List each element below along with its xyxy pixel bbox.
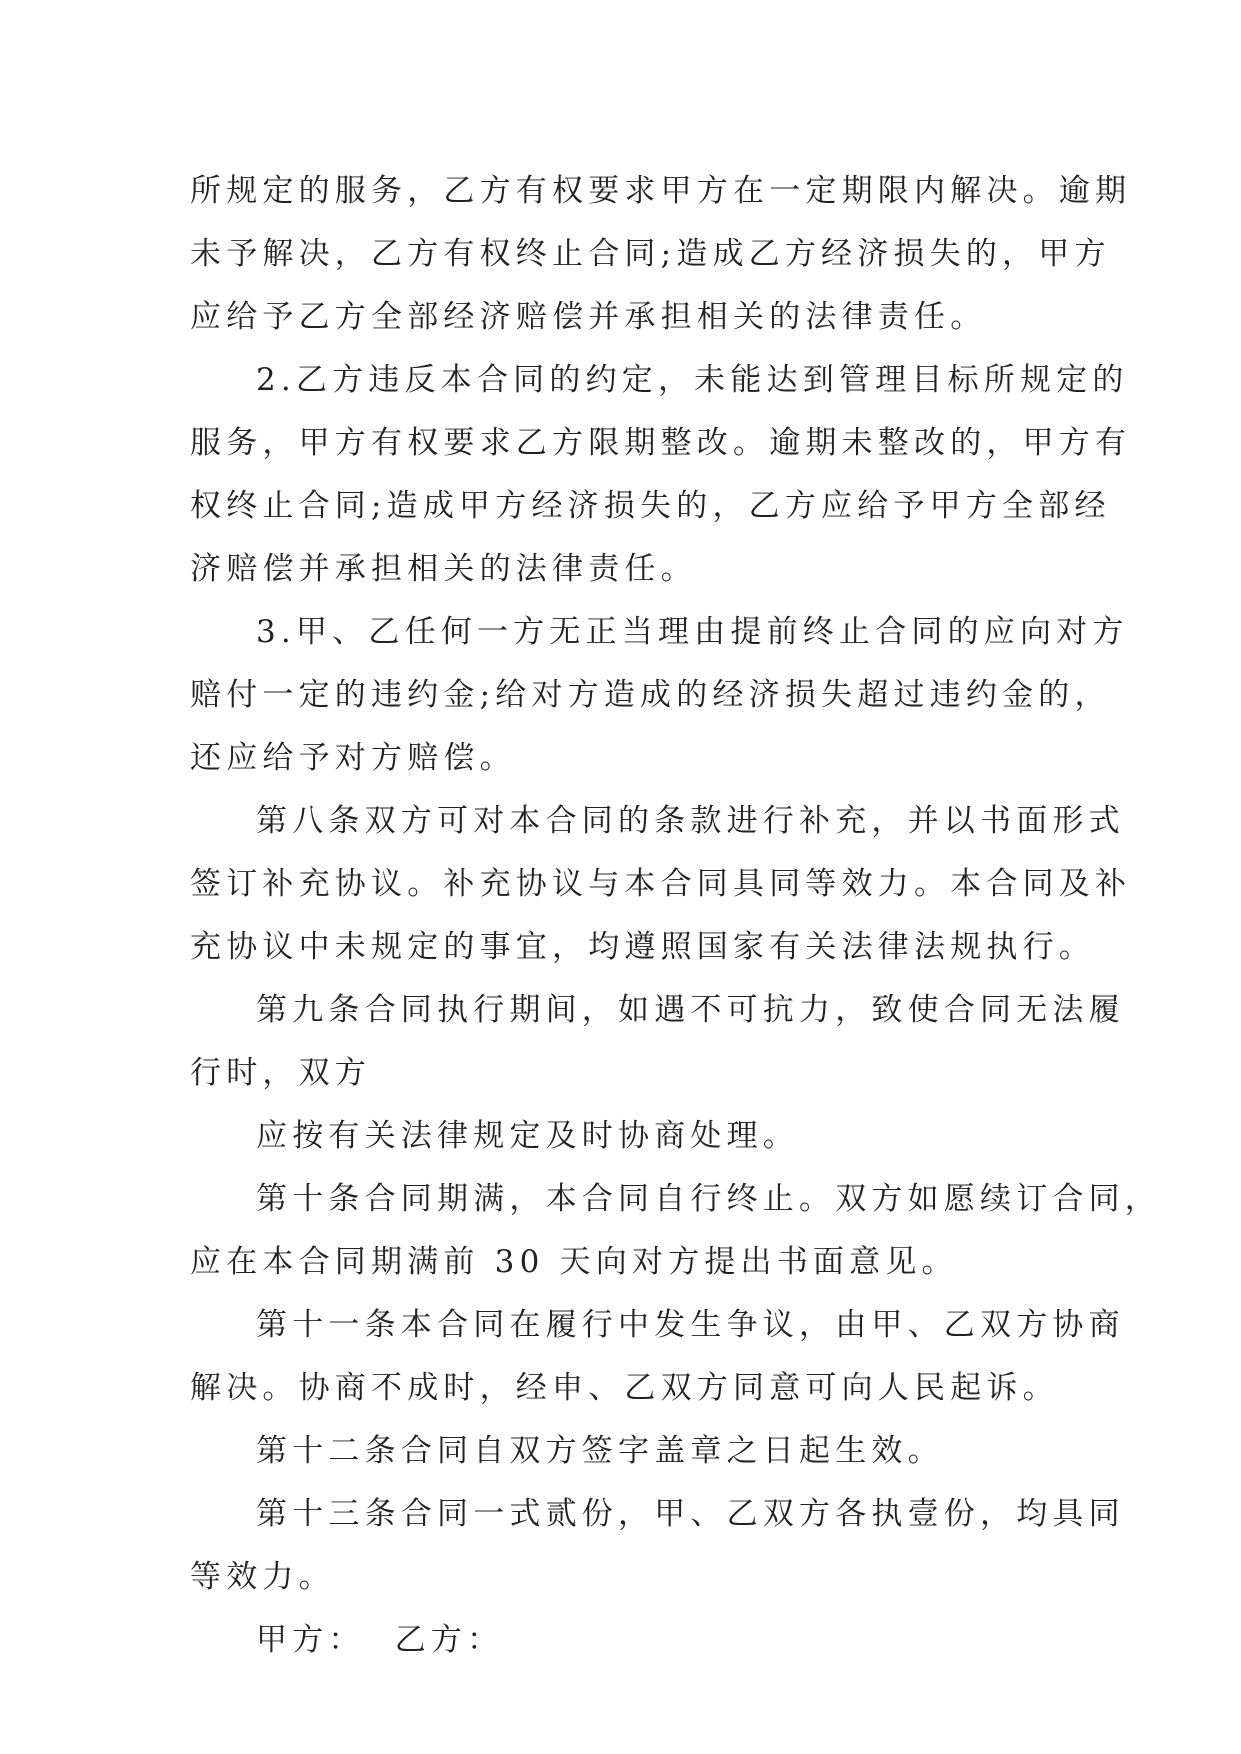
- signature-row: [190, 1609, 1050, 1672]
- paragraph-article-12: [190, 1420, 1050, 1483]
- text-line: 赔付一定的违约金;给对方造成的经济损失超过违约金的，: [190, 677, 1111, 713]
- text-line: 第十条合同期满，本合同自行终止。双方如愿续订合同，: [256, 1181, 1161, 1217]
- text-line: 应按有关法律规定及时协商处理。: [256, 1118, 799, 1154]
- contract-body: [190, 160, 1161, 1672]
- text-line: 第十二条合同自双方签字盖章之日起生效。: [256, 1433, 944, 1469]
- text-line: 所规定的服务，乙方有权要求甲方在一定期限内解决。逾期: [190, 173, 1132, 209]
- paragraph-item-2: [190, 349, 1132, 601]
- party-b-label: 乙方：: [394, 1622, 504, 1658]
- text-line: 未予解决，乙方有权终止合同;造成乙方经济损失的，甲方: [190, 236, 1111, 272]
- party-a-label: 甲方：: [256, 1622, 365, 1658]
- text-line: 行时，双方: [190, 1055, 371, 1091]
- text-line: 解决。协商不成时，经申、乙双方同意可向人民起诉。: [190, 1370, 1059, 1406]
- text-line: 应给予乙方全部经济赔偿并承担相关的法律责任。: [190, 299, 987, 335]
- paragraph-article-9-continued: [190, 1105, 1050, 1168]
- text-line: 第十一条本合同在履行中发生争议，由甲、乙双方协商: [256, 1307, 1125, 1343]
- paragraph-article-10: [190, 1168, 1161, 1294]
- text-line: 济赔偿并承担相关的法律责任。: [190, 551, 697, 587]
- text-line: 应在本合同期满前 30 天向对方提出书面意见。: [190, 1244, 958, 1280]
- text-line: 充协议中未规定的事宜，均遵照国家有关法律法规执行。: [190, 929, 1095, 965]
- paragraph-continuation: [190, 160, 1132, 349]
- paragraph-article-13: [190, 1483, 1125, 1609]
- text-line: 第九条合同执行期间，如遇不可抗力，致使合同无法履: [256, 992, 1125, 1028]
- text-line: 签订补充协议。补充协议与本合同具同等效力。本合同及补: [190, 866, 1132, 902]
- text-line: 第十三条合同一式贰份，甲、乙双方各执壹份，均具同: [256, 1496, 1125, 1532]
- paragraph-article-11: [190, 1294, 1125, 1420]
- paragraph-article-9: [190, 979, 1125, 1105]
- text-line: 权终止合同;造成甲方经济损失的，乙方应给予甲方全部经: [190, 488, 1111, 524]
- text-line: 等效力。: [190, 1559, 335, 1595]
- text-line: 第八条双方可对本合同的条款进行补充，并以书面形式: [256, 803, 1125, 839]
- text-line: 2.乙方违反本合同的约定，未能达到管理目标所规定的: [256, 362, 1129, 398]
- text-line: 服务，甲方有权要求乙方限期整改。逾期未整改的，甲方有: [190, 425, 1132, 461]
- text-line: 还应给予对方赔偿。: [190, 740, 516, 776]
- text-line: 3.甲、乙任何一方无正当理由提前终止合同的应向对方: [256, 614, 1129, 650]
- paragraph-item-3: [190, 601, 1129, 790]
- paragraph-article-8: [190, 790, 1132, 979]
